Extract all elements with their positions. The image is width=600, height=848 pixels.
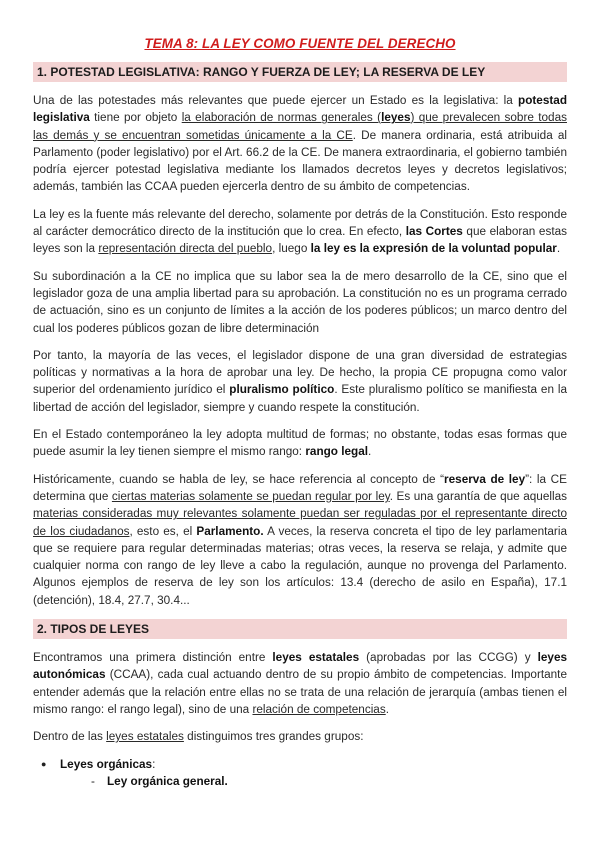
bold-term: reserva de ley bbox=[444, 472, 526, 486]
section-heading-2: 2. TIPOS DE LEYES bbox=[33, 619, 567, 639]
list-item-leyes-organicas bbox=[33, 756, 567, 773]
underlined-text: relación de competencias bbox=[252, 702, 386, 716]
bold-term: leyes estatales bbox=[272, 651, 360, 665]
paragraph-reserva-de-ley bbox=[33, 471, 567, 609]
text-run: ”: la CE determina que bbox=[33, 472, 567, 503]
bold-term: pluralismo político bbox=[229, 383, 335, 397]
paragraph-leyes-estatales bbox=[33, 728, 567, 745]
underlined-text: representación directa del pueblo bbox=[98, 242, 273, 256]
bold-term: rango legal bbox=[305, 445, 369, 459]
text-run: distinguimos tres grandes grupos: bbox=[183, 730, 364, 744]
text-run: . bbox=[385, 702, 389, 716]
text-run: . De manera ordinaria, está atribuida al Parlamento (poder legislativo) por el Art. 66.2 de la CE. De manera extraordinaria, el gobierno también podría ejercer potestad legislativa mediante los llamados decretos leyes y decretos legislativos; además, también las CCAA pueden ejercerla dentro de su ámbito de competencias. bbox=[33, 128, 567, 194]
text-run: En el Estado contemporáneo la ley adopta multitud de formas; no obstante, todas esas formas que puede asumir la ley tienen siempre el mismo rango: bbox=[33, 428, 567, 459]
text-run: Encontramos una primera distinción entre bbox=[33, 651, 273, 665]
paragraph-tipos-distincion bbox=[33, 649, 567, 718]
text-run: La ley es la fuente más relevante del derecho, solamente por detrás de la Constitución. Esto responde al carácter democrático directo de la institución que lo crea. En efecto, bbox=[33, 207, 567, 239]
paragraph-potestad-legislativa bbox=[33, 92, 567, 196]
underlined-text: ciertas materias solamente se puedan regular por ley bbox=[111, 489, 390, 503]
bold-term: la ley es la expresión de la voluntad popular bbox=[310, 242, 557, 256]
bold-term: Parlamento. bbox=[196, 524, 264, 538]
text-run: , luego bbox=[272, 242, 311, 256]
bold-term: leyes bbox=[381, 111, 411, 125]
document-title: TEMA 8: LA LEY COMO FUENTE DEL DERECHO bbox=[144, 36, 456, 51]
paragraph-ley-fuente bbox=[33, 206, 567, 258]
text-run: Una de las potestades más relevantes que puede ejercer un Estado es la legislativa: la bbox=[33, 94, 519, 107]
paragraph-rango-legal bbox=[33, 426, 567, 461]
text-run: A veces, la reserva concreta el tipo de ley parlamentaria que se requiere para regular determinadas materias; otras veces, la reserva se relaja, y admite que cualquier norma con rango de ley lleve a cabo la regulación, aunque no provenga del Parlamento. Algunos ejemplos de reserva de ley son los artículos: 13.4 (derecho de asilo en España), 17.1 (detención), 18.4, 27.7, 30.4... bbox=[33, 524, 567, 607]
text-run: ) que prevalecen sobre todas las demás y se encuentran sometidas únicamente a la CE bbox=[33, 111, 567, 142]
text-run: tiene por objeto bbox=[89, 111, 182, 125]
text-run: . Es una garantía de que aquellas bbox=[389, 489, 568, 503]
text-run: que elaboran estas leyes son la bbox=[33, 225, 567, 256]
text-run: la elaboración de normas generales ( bbox=[181, 111, 382, 125]
underlined-text: materias consideradas muy relevantes solamente puedan ser reguladas por el representante directo de los ciudadanos bbox=[33, 507, 567, 538]
bold-term: Ley orgánica general. bbox=[107, 774, 228, 788]
text-run: Dentro de las bbox=[33, 730, 107, 744]
paragraph-subordinacion: Su subordinación a la CE no implica que su labor sea la de mero desarrollo de la CE, sino que el legislador goza de una amplia libertad para su aprobación. La constitución no es un programa cerrado de actuación, sino es un conjunto de límites a la acción de los poderes públicos; un marco dentro del cual los poderes públicos gozan de libre determinación bbox=[33, 269, 567, 335]
text-run: : bbox=[152, 757, 156, 771]
text-run: . bbox=[368, 445, 372, 459]
text-run: (aprobadas por las CCGG) y bbox=[359, 651, 538, 665]
paragraph-pluralismo bbox=[33, 347, 567, 416]
underlined-text: leyes estatales bbox=[106, 730, 184, 744]
bold-term: Leyes orgánicas bbox=[60, 757, 153, 771]
sublist-item-ley-organica-general bbox=[33, 773, 567, 790]
bold-term: las Cortes bbox=[405, 225, 463, 239]
bold-term: leyes autonómicas bbox=[33, 651, 568, 682]
text-run: , esto es, el bbox=[129, 524, 197, 538]
section-heading-1: 1. POTESTAD LEGISLATIVA: RANGO Y FUERZA DE LEY; LA RESERVA DE LEY bbox=[33, 62, 567, 82]
text-run: . Este pluralismo político se manifiesta en la libertad de acción del legislador, siempre y cuando respete la constitución. bbox=[33, 383, 567, 414]
text-run: Por tanto, la mayoría de las veces, el legislador dispone de una gran diversidad de estrategias políticas y normativas a la hora de aprobar una ley. De hecho, la propia CE propugna como valor superior del ordenamiento jurídico el bbox=[33, 348, 567, 397]
text-run: (CCAA), cada cual actuando dentro de su propio ámbito de competencias. Importante entender además que la relación entre ellas no se trata de una relación de jerarquía (ambas tienen el mismo rango: el rango legal), sino de una bbox=[33, 668, 567, 716]
text-run: . bbox=[556, 242, 561, 256]
types-list bbox=[33, 756, 567, 790]
bold-term: potestad legislativa bbox=[33, 94, 567, 125]
text-run: Históricamente, cuando se habla de ley, se hace referencia al concepto de “ bbox=[33, 472, 445, 486]
